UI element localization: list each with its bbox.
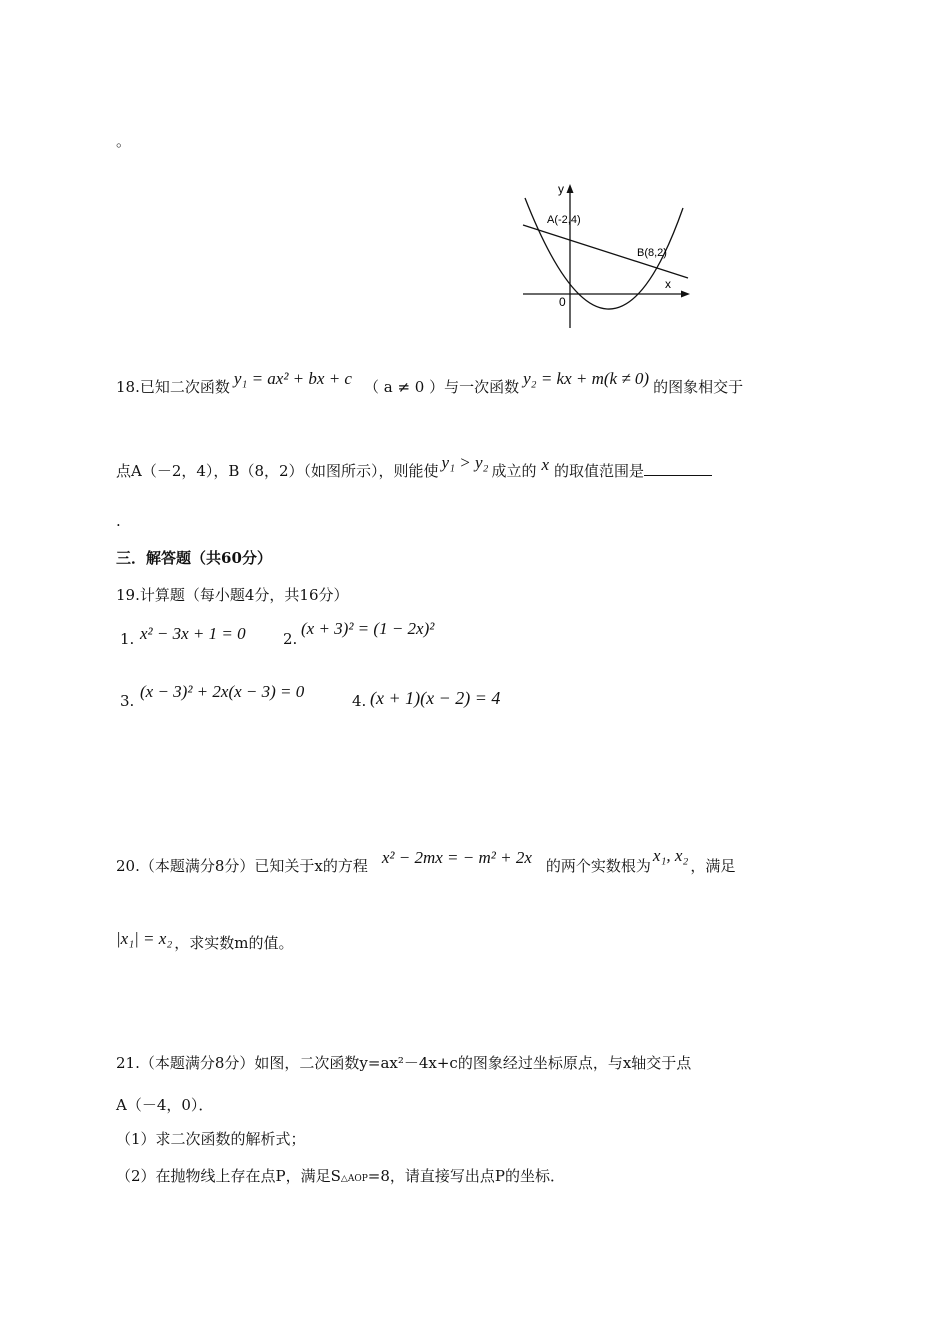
q19-item-2-expression: (x + 3)² = (1 − 2x)² [301,619,435,638]
q18-condition: （ a ≠ 0 ）与一次函数 [363,378,520,396]
q18-y2-expression: y₂ = kx + m(k ≠ 0) [523,369,650,388]
q20-line2 [116,929,294,953]
q18-mid-text: 成立的 [491,462,537,480]
q21-line2: A（－4，0）． [116,1096,214,1114]
point-b-label: B(8,2) [637,247,667,259]
q19-title: 19.计算题（每小题4分，共16分） [116,586,349,604]
top-mark: 。 [116,132,132,150]
q20-roots: x₁, x₂ [652,846,689,865]
q21-line1: 21.（本题满分8分）如图，二次函数y=ax²－4x+c的图象经过坐标原点，与x轴交于点 [116,1054,692,1072]
q18-trailing-dot: . [116,512,121,530]
q21-part2 [116,1165,565,1186]
q18-points-text: 点A（－2，4），B（8，2）（如图所示），则能使 [116,462,439,480]
q18-variable-x: x [541,455,549,474]
q20-equation: x² − 2mx = − m² + 2x [381,848,532,867]
q21-part2-text-a: （2）在抛物线上存在点P，满足S [116,1167,341,1185]
q19-item-1-expression: x² − 3x + 1 = 0 [140,624,246,643]
q20-condition: |x₁| = x₂ [116,929,173,948]
q18-suffix: 的图象相交于 [653,378,744,396]
q18-prefix: 18.已知二次函数 [116,378,230,396]
origin-label: 0 [559,295,566,309]
x-axis-label: x [665,277,671,291]
q18-y1-expression: y₁ = ax² + bx + c [233,369,352,388]
q20-suffix: ，满足 [690,857,736,875]
q18-line1 [116,369,744,397]
q20-prefix: 20.（本题满分8分）已知关于x的方程 [116,857,368,875]
q21-area-subscript: △AOP [340,1174,368,1184]
q18-inequality: y₁ > y₂ [441,453,489,472]
q18-range-text: 的取值范围是 [554,462,645,480]
y-axis-arrow [567,184,574,193]
q19-item-4-number: 4. [352,692,367,710]
q18-line2 [116,453,712,481]
q19-item-3-expression: (x − 3)² + 2x(x − 3) = 0 [140,682,305,701]
x-axis-arrow [681,291,690,298]
q19-item-4-expression: (x + 1)(x − 2) = 4 [370,688,501,708]
q21-part2-text-b: =8，请直接写出点P的坐标． [367,1167,565,1185]
y-axis-label: y [558,182,564,196]
q19-item-2-number: 2. [283,630,298,648]
q20-line1 [116,846,736,876]
q19-item-1-number: 1. [120,630,135,648]
function-graph [515,180,695,330]
q21-part1: （1）求二次函数的解析式； [116,1130,306,1148]
q19-item-3-number: 3. [120,692,135,710]
point-a-label: A(-2,4) [547,214,581,226]
section-heading: 三．解答题（共60分） [116,549,272,567]
q20-ask: ，求实数m的值。 [174,934,294,952]
q18-answer-blank[interactable] [644,461,712,476]
q20-middle-text: 的两个实数根为 [545,857,651,875]
